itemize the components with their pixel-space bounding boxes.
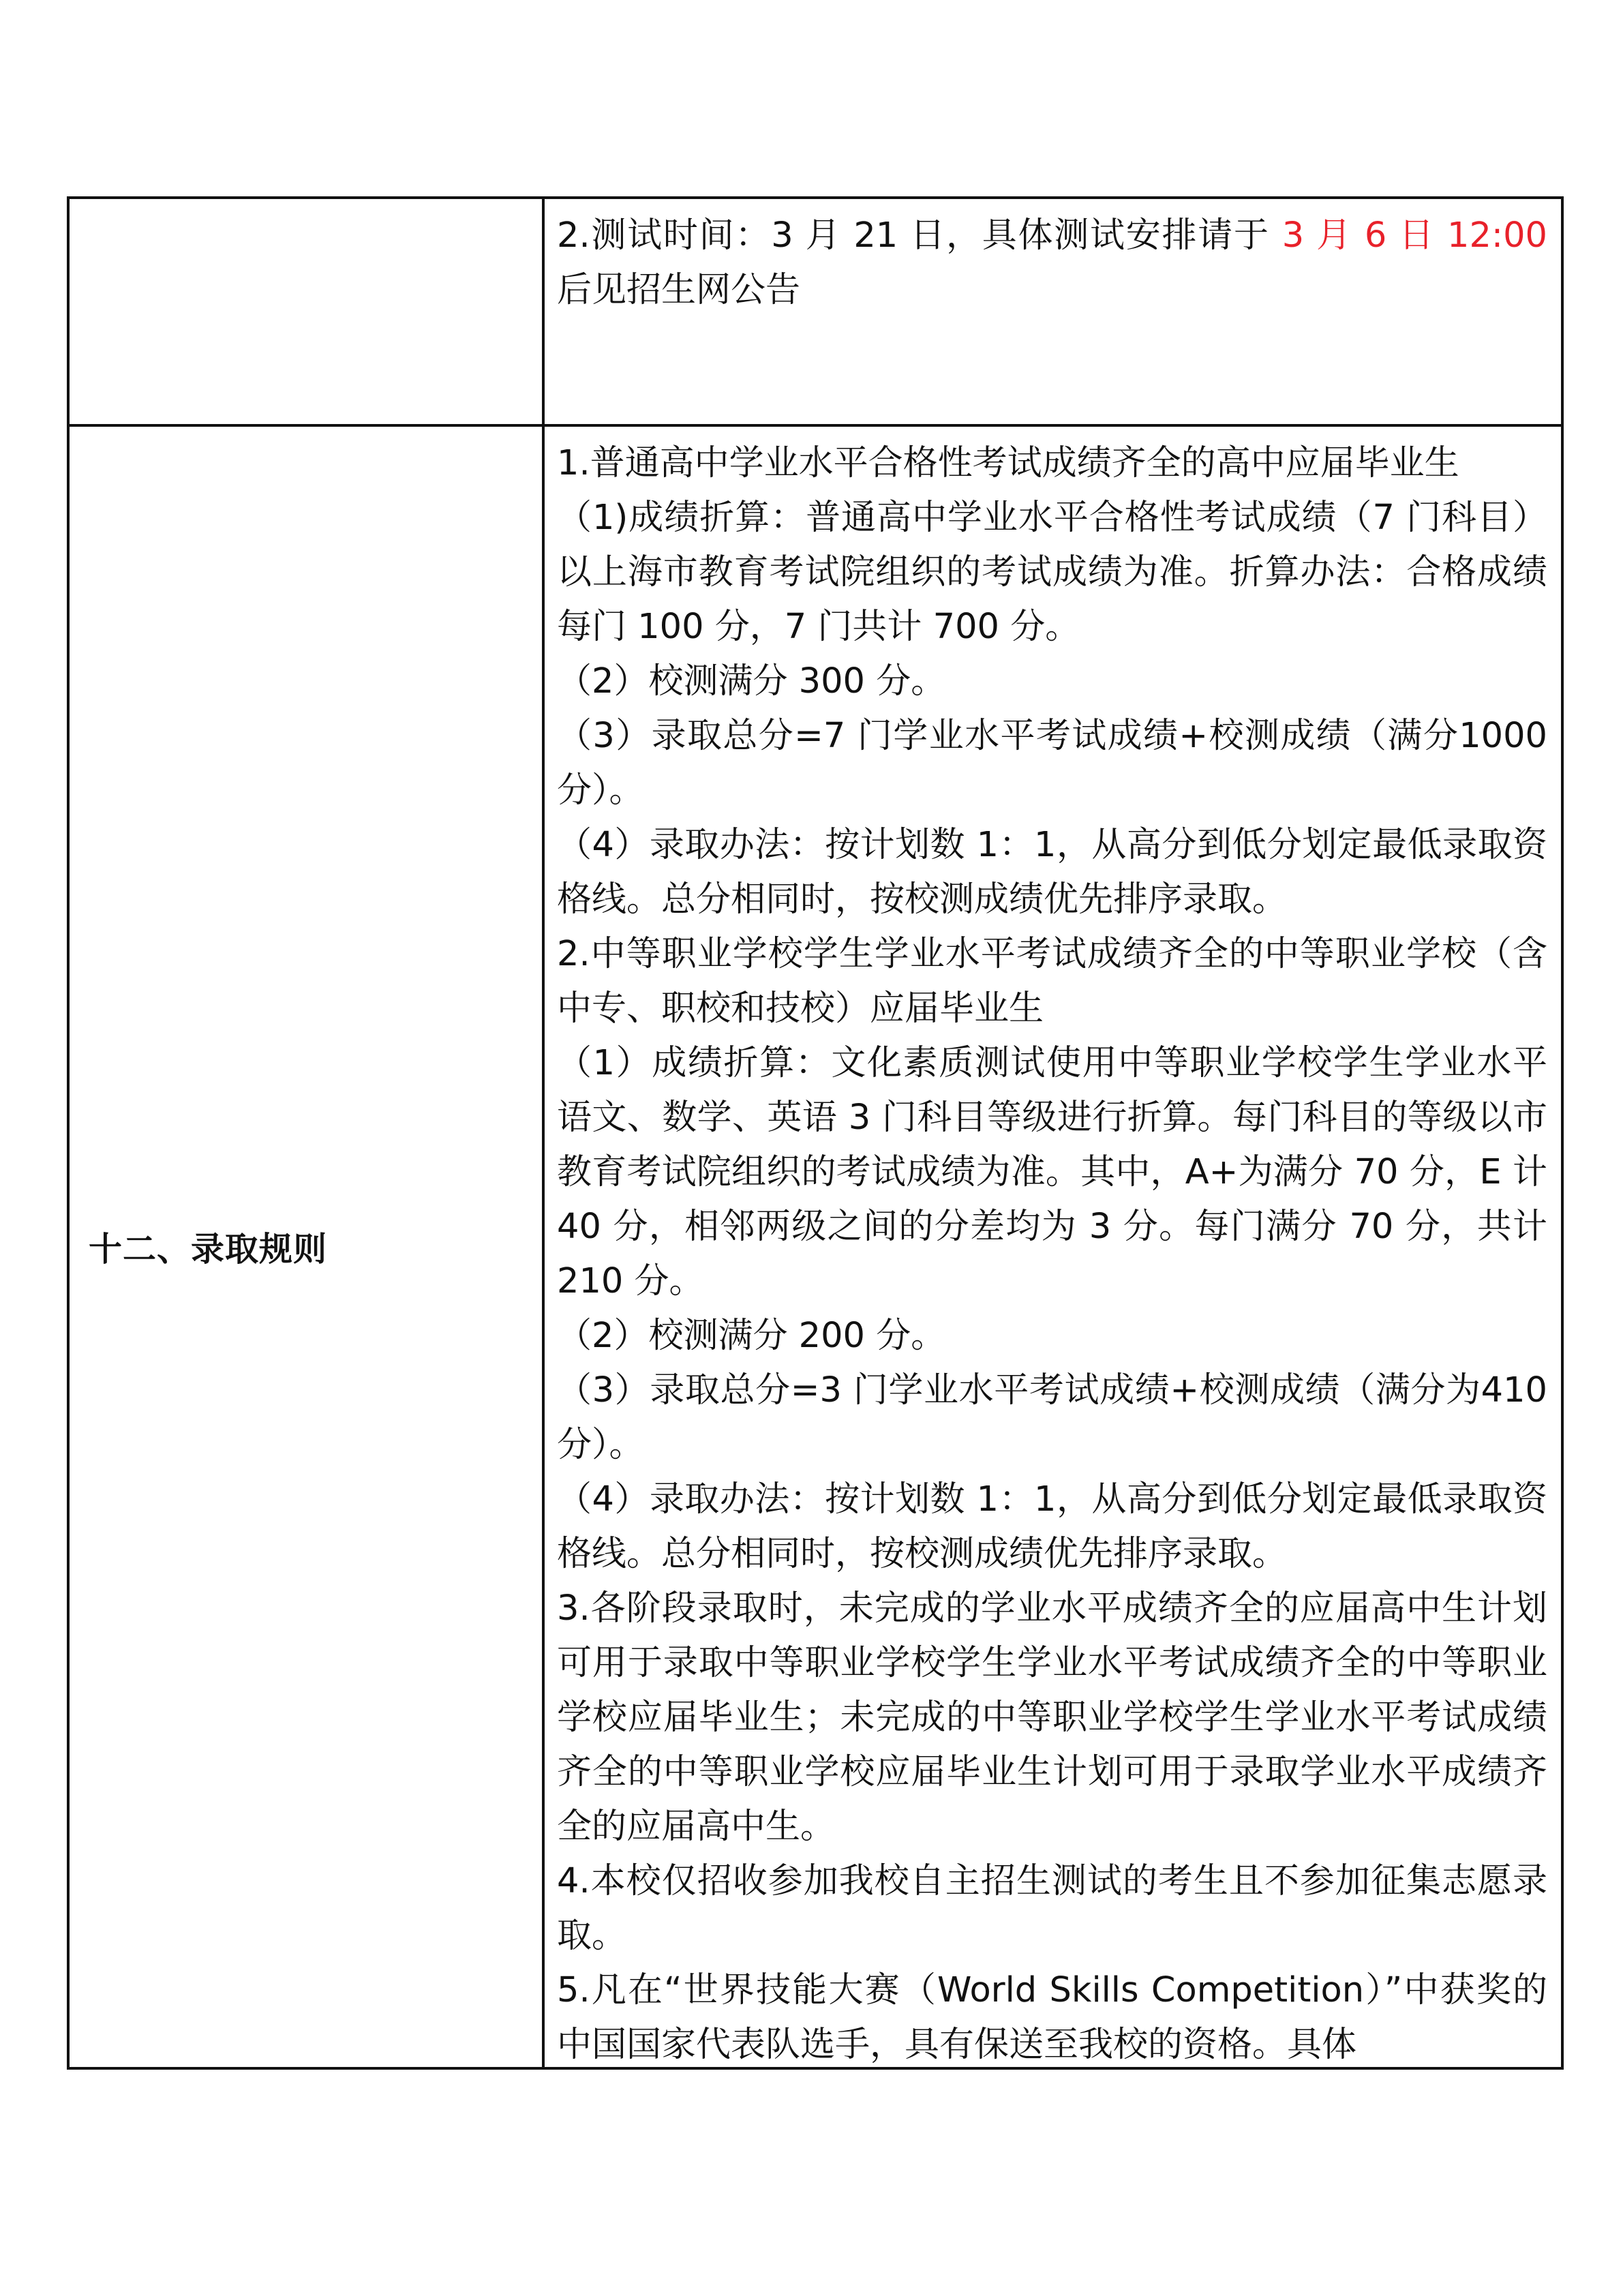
rule-paragraph: （1）成绩折算：文化素质测试使用中等职业学校学生学业水平语文、数学、英语 3 门科目等级进行折算。每门科目的等级以市教育考试院组织的考试成绩为准。其中，A+为满分 70 分，E 计 40 分，相邻两级之间的分差均为 3 分。每门满分 70 分，共计 210 分。 (557, 1043, 1547, 1301)
announcement-date-highlight: 3 月 6 日 12:00 (1281, 215, 1547, 256)
row-content-cell (543, 198, 1562, 425)
rule-paragraph: （3）录取总分=3 门学业水平考试成绩+校测成绩（满分为410 分）。 (557, 1370, 1547, 1465)
section-title-admission-rules: 十二、录取规则 (89, 1230, 328, 1269)
rule-paragraph: （4）录取办法：按计划数 1：1，从高分到低分划定最低录取资格线。总分相同时，按校测成绩优先排序录取。 (557, 1479, 1547, 1574)
rule-paragraph: 3.各阶段录取时，未完成的学业水平成绩齐全的应届高中生计划可用于录取中等职业学校学生学业水平考试成绩齐全的中等职业学校应届毕业生；未完成的中等职业学校学生学业水平考试成绩齐全的中等职业学校应届毕业生计划可用于录取学业水平成绩齐全的应届高中生。 (557, 1588, 1547, 1847)
rule-paragraph: 1.普通高中学业水平合格性考试成绩齐全的高中应届毕业生 (557, 443, 1459, 483)
rule-paragraph: 4.本校仅招收参加我校自主招生测试的考生且不参加征集志愿录取。 (557, 1861, 1547, 1956)
rule-paragraph: 5.凡在“世界技能大赛（World Skills Competition）”中获奖的中国国家代表队选手，具有保送至我校的资格。具体 (557, 1970, 1547, 2064)
table-row (68, 425, 1562, 2068)
table-row (68, 198, 1562, 425)
admission-table (67, 196, 1564, 2070)
admission-rules-text (545, 427, 1561, 2064)
test-time-prefix: 2.测试时间：3 月 21 日，具体测试安排请于 (557, 215, 1282, 256)
row-label-cell (68, 425, 543, 2068)
rule-paragraph: （3）录取总分=7 门学业水平考试成绩+校测成绩（满分1000 分）。 (557, 716, 1547, 811)
rule-paragraph: （2）校测满分 200 分。 (557, 1316, 946, 1356)
rule-paragraph: 2.中等职业学校学生学业水平考试成绩齐全的中等职业学校（含中专、职校和技校）应届毕业生 (557, 934, 1547, 1029)
row-content-cell (543, 425, 1562, 2068)
row-label-cell (68, 198, 543, 425)
rule-paragraph: （4）录取办法：按计划数 1：1，从高分到低分划定最低录取资格线。总分相同时，按校测成绩优先排序录取。 (557, 825, 1547, 920)
rule-paragraph: （2）校测满分 300 分。 (557, 661, 946, 701)
rule-paragraph: （1)成绩折算：普通高中学业水平合格性考试成绩（7 门科目）以上海市教育考试院组织的考试成绩为准。折算办法：合格成绩每门 100 分，7 门共计 700 分。 (557, 498, 1547, 647)
test-time-text (545, 199, 1561, 318)
test-time-suffix: 后见招生网公告 (557, 270, 801, 310)
